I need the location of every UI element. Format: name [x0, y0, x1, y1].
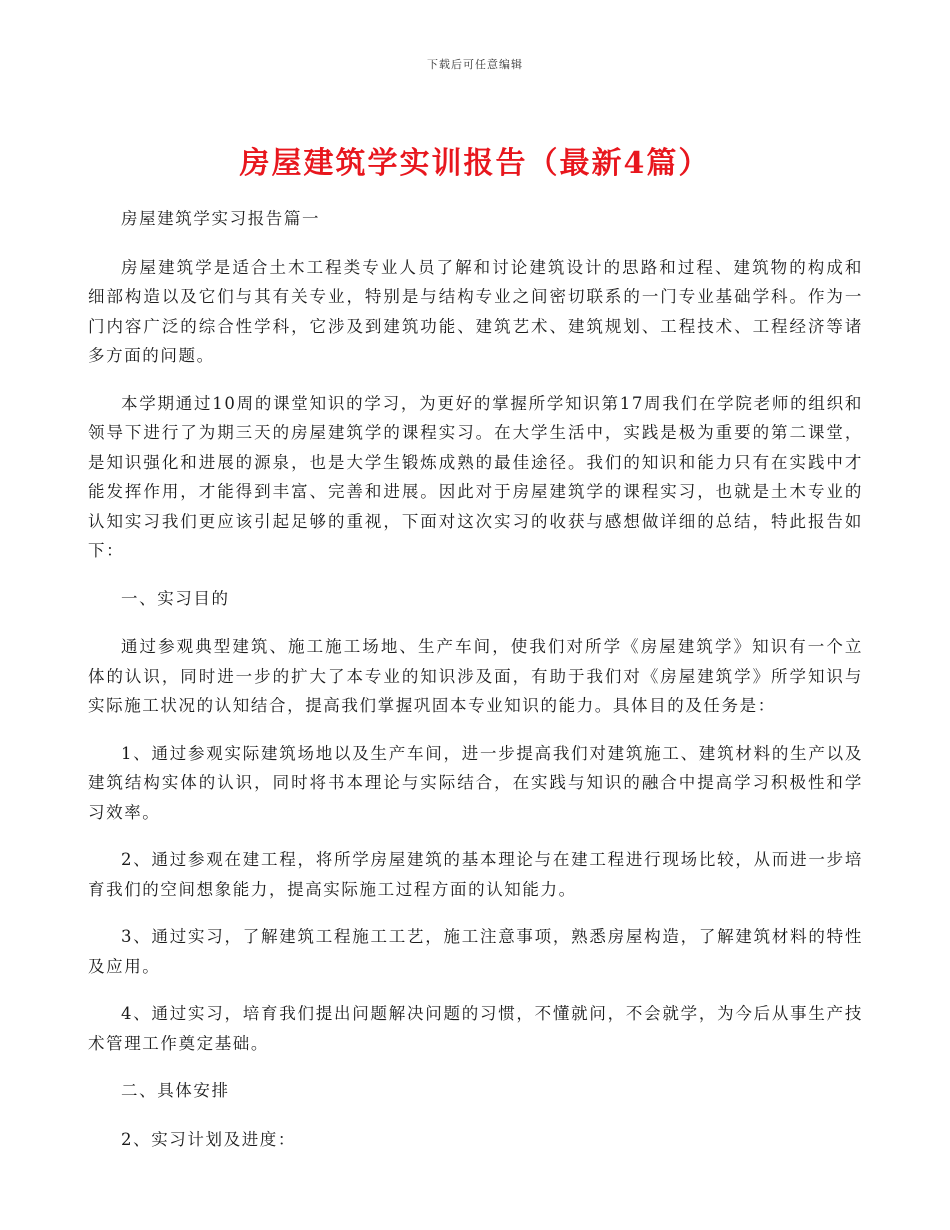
paragraph: 本学期通过10周的课堂知识的学习，为更好的掌握所学知识第17周我们在学院老师的组织和领导下进行了为期三天的房屋建筑学的课程实习。在大学生活中，实践是极为重要的第二课堂，是知识强化和进展的源泉，也是大学生锻炼成熟的最佳途径。我们的知识和能力只有在实践中才能发挥作用，才能得到丰富、完善和进展。因此对于房屋建筑学的课程实习，也就是土木专业的认知实习我们更应该引起足够的重视，下面对这次实习的收获与感想做详细的总结，特此报告如下： — [88, 393, 863, 560]
paragraph: 房屋建筑学是适合土木工程类专业人员了解和讨论建筑设计的思路和过程、建筑物的构成和细部构造以及它们与其有关专业，特别是与结构专业之间密切联系的一门专业基础学科。作为一门内容广泛的综合性学科，它涉及到建筑功能、建筑艺术、建筑规划、工程技术、工程经济等诸多方面的问题。 — [88, 257, 863, 365]
section-heading: 2、实习计划及进度： — [121, 1129, 296, 1149]
list-item: 2、通过参观在建工程，将所学房屋建筑的基本理论与在建工程进行现场比较，从而进一步培育我们的空间想象能力，提高实际施工过程方面的认知能力。 — [88, 850, 863, 899]
list-item: 3、通过实习，了解建筑工程施工工艺，施工注意事项，熟悉房屋构造，了解建筑材料的特性及应用。 — [88, 927, 863, 976]
section-heading: 二、具体安排 — [121, 1081, 230, 1100]
section-heading: 房屋建筑学实习报告篇一 — [121, 209, 321, 228]
paragraph: 通过参观典型建筑、施工施工场地、生产车间，使我们对所学《房屋建筑学》知识有一个立体的认识，同时进一步的扩大了本专业的知识涉及面，有助于我们对《房屋建筑学》所学知识与实际施工状况的认知结合，提高我们掌握巩固本专业知识的能力。具体目的及任务是： — [88, 637, 863, 715]
document-body — [88, 204, 863, 1173]
list-item: 1、通过参观实际建筑场地以及生产车间，进一步提高我们对建筑施工、建筑材料的生产以及建筑结构实体的认识，同时将书本理论与实际结合，在实践与知识的融合中提高学习积极性和学习效率。 — [88, 743, 863, 822]
section-heading: 一、实习目的 — [121, 588, 230, 608]
header-note: 下载后可任意编辑 — [427, 58, 523, 71]
list-item: 4、通过实习，培育我们提出问题解决问题的习惯，不懂就问，不会就学，为今后从事生产技术管理工作奠定基础。 — [88, 1004, 863, 1053]
document-title: 房屋建筑学实训报告（最新4篇） — [239, 146, 711, 181]
